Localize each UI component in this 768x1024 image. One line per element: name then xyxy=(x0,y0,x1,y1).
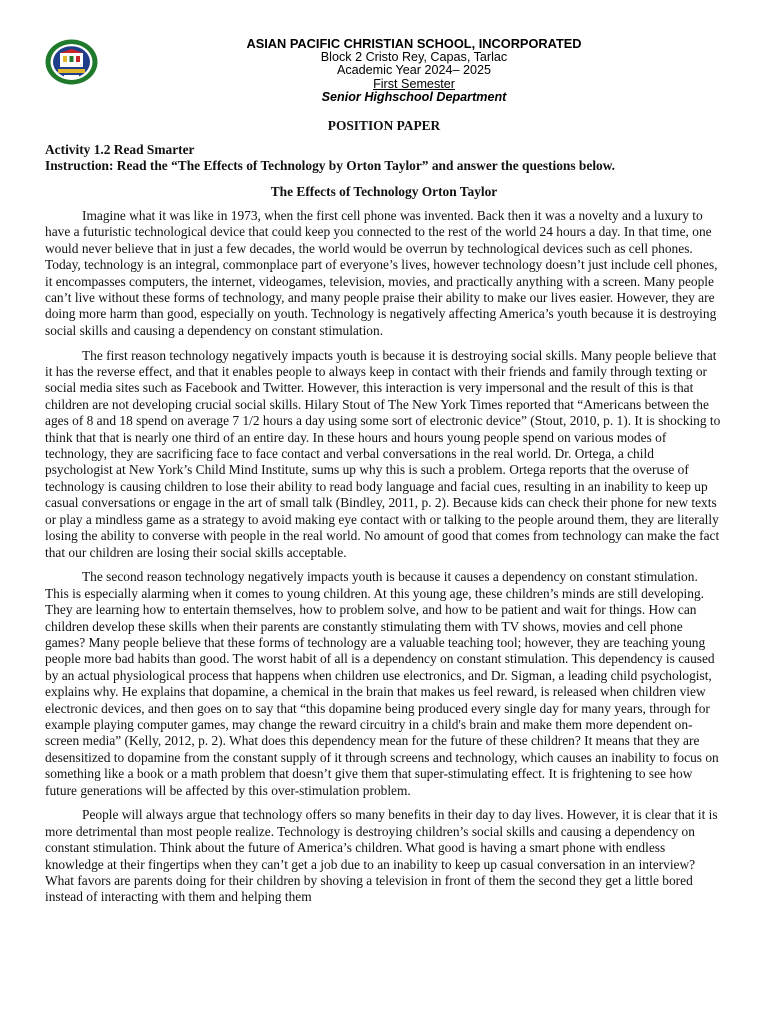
essay-paragraph: The first reason technology negatively impacts youth is because it is destroying social skills. Many people believe that it has the reverse effect, and that it enables people to always keep in contact with their friends and family through texting or social media sites such as Facebook and Twitter. However, this interaction is very impersonal and the result of this is that children are not developing crucial social skills. Hilary Stout of The New York Times reported that “Americans between the ages of 8 and 18 spend on average 7 1/2 hours a day using some sort of electronic device” (Stout, 2010, p. 1). It is shocking to think that that is nearly one third of an entire day. In these hours and hours young people spend on various modes of technology, they are sacrificing face to face contact and verbal conversations in the real world. Dr. Ortega, a child psychologist at New York’s Child Mind Institute, sums up why this is such a problem. Ortega reports that the overuse of technology is causing children to lose their ability to read body language and facial cues, resulting in an inability to keep up casual conversations or engage in the art of small talk (Bindley, 2011, p. 2). Because kids can check their phone for new texts or play a mindless game as a strategy to avoid making eye contact with or talking to the people around them, they are literally losing the ability to converse with people in the real world. No amount of good that comes from technology can make the fact that our children are losing their social skills acceptable. xyxy=(45,347,721,560)
activity-label: Activity 1.2 Read Smarter xyxy=(45,142,195,157)
department: Senior Highschool Department xyxy=(321,90,507,105)
essay-paragraph: Imagine what it was like in 1973, when the first cell phone was invented. Back then it was a novelty and a luxury to have a futuristic technological device that could keep you connected to the rest of the world 24 hours a day. In that time, one would never believe that in just a few decades, the world would be overrun by technological devices such as cell phones. Today, technology is an integral, commonplace part of everyone’s lives, however technology doesn’t just include cell phones, it encompasses computers, the internet, videogames, television, movies, and practically anything with a screen. Many people can’t live without these forms of technology, and many people praise their ability to make our lives easier. However, they are doing more harm than good, especially on youth. Technology is negatively affecting America’s youth because it is destroying social skills and causing a dependency on constant stimulation. xyxy=(45,208,718,338)
school-address: Block 2 Cristo Rey, Capas, Tarlac xyxy=(320,49,508,64)
essay-paragraph: People will always argue that technology offers so many benefits in their day to day lives. However, it is clear that it is more detrimental than most people realize. Technology is destroying children’s social skills and causing a dependency on constant stimulation. Think about the future of America’s children. What good is having a smart phone with endless knowledge at their fingertips when they can’t get a job due to an inability to keep up casual conversation in an interview? What favors are parents doing for their children by shoving a television in front of them the second they get a little bored instead of interacting with them and helping them xyxy=(45,807,718,905)
document-title: POSITION PAPER xyxy=(327,118,441,133)
school-name: ASIAN PACIFIC CHRISTIAN SCHOOL, INCORPORATED xyxy=(246,36,582,51)
activity-instruction: Instruction: Read the “The Effects of Technology by Orton Taylor” and answer the questions below. xyxy=(45,158,616,174)
essay-paragraph: The second reason technology negatively impacts youth is because it causes a dependency on constant stimulation. This is especially alarming when it comes to young children. At this young age, these children’s minds are still developing. They are learning how to entertain themselves, how to problem solve, and how to be patient and wait for things. How can children develop these skills when their parents are constantly stimulating them with TV shows, movies and cell phone games? Many people believe that these forms of technology are a valuable teaching tool; however, they are teaching young people more bad habits than good. The worst habit of all is a dependency on constant stimulation. This dependency is caused by an actual physiological process that happens when children use electronics, and Dr. Sigman, a leading child psychologist, explains why. He explains that dopamine, a chemical in the brain that makes us feel reward, is released when children view electronic devices, and then goes on to say that “this dopamine being produced every single day for many years, through for example playing computer games, may change the reward circuitry in a child's brain and make them more dependent on-screen media” (Kelly, 2012, p. 2). What does this dependency mean for the future of these children? It means that they are desensitized to dopamine from the constant supply of it through screens and technology, which causes an inability to focus on something like a book or a math problem that doesn’t give them that super-stimulating effect. It is frightening to see how future generations will be affected by this over-stimulation problem. xyxy=(45,569,719,798)
essay-title: The Effects of Technology Orton Taylor xyxy=(270,184,498,199)
activity-block xyxy=(45,142,735,175)
semester: First Semester xyxy=(373,76,455,91)
school-seal-icon xyxy=(45,39,98,85)
essay-body xyxy=(45,208,723,914)
academic-year: Academic Year 2024– 2025 xyxy=(336,63,492,78)
school-header xyxy=(200,37,628,105)
